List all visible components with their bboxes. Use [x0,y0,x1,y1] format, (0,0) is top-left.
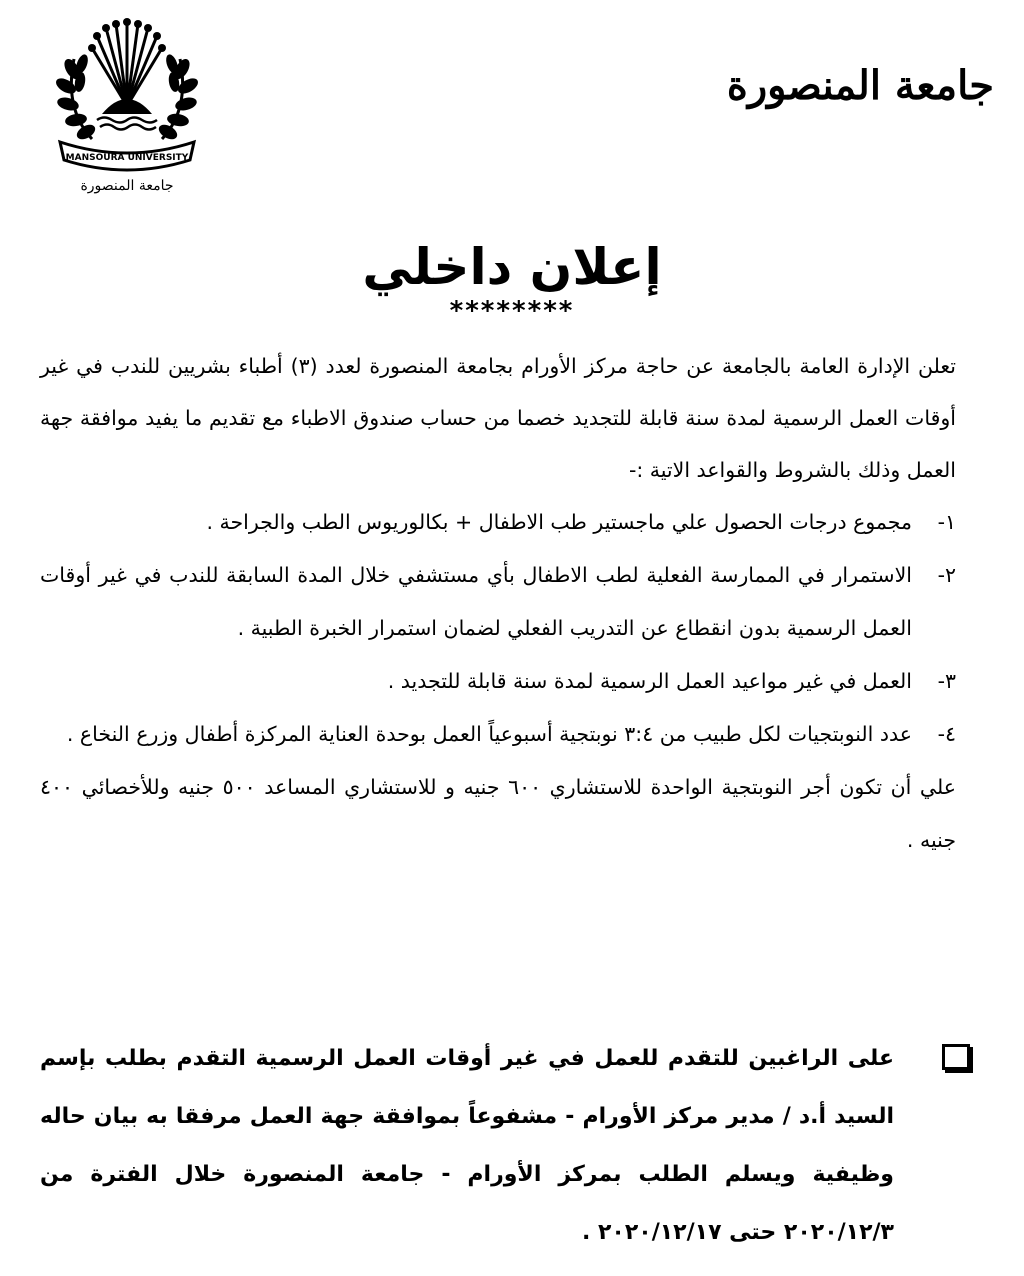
notice-text: على الراغبين للتقدم للعمل في غير أوقات العمل الرسمية التقدم بطلب بإسم السيد أ.د / مدير مركز الأورام - مشفوعاً بموافقة جهة العمل مرفقا به بيان حاله وظيفية ويسلم الطلب بمركز الأورام - جامعة المنصورة خلال الفترة من ٢٠٢٠/١٢/٣ حتى ٢٠٢٠/١٢/١٧ . [40,1046,894,1245]
logo-english-text: MANSOURA UNIVERSITY [65,153,189,163]
list-item [40,655,956,708]
conditions-list [40,496,956,761]
university-name: جامعة المنصورة [726,62,994,109]
logo-arabic-text: جامعة المنصورة [80,178,174,194]
condition-text: العمل في غير مواعيد العمل الرسمية لمدة سنة قابلة للتجديد . [387,669,912,693]
condition-number: ٣- [937,669,956,693]
condition-text: عدد النوبتجيات لكل طبيب من ٣:٤ نوبتجية أسبوعياً العمل بوحدة العناية المركزة أطفال وزرع النخاع . [66,722,912,746]
page-title: إعلان داخلي [362,238,662,296]
university-logo [52,14,202,200]
intro-paragraph: تعلن الإدارة العامة بالجامعة عن حاجة مركز الأورام بجامعة المنصورة لعدد (٣) أطباء بشريين للندب في غير أوقات العمل الرسمية لمدة سنة قابلة للتجديد خصما من حساب صندوق الاطباء مع تقديم ما يفيد موافقة جهة العمل وذلك بالشروط والقواعد الاتية :- [40,354,956,482]
announcement-body [40,340,956,867]
condition-number: ٢- [937,563,956,587]
title-separator: ******** [449,296,575,326]
university-seal-icon [52,14,202,200]
condition-text: الاستمرار في الممارسة الفعلية لطب الاطفال بأي مستشفي خلال المدة السابقة للندب في غير أوقات العمل الرسمية بدون انقطاع عن التدريب الفعلي لضمان استمرار الخبرة الطبية . [40,563,912,640]
condition-number: ٤- [937,722,956,746]
checkbox-bullet-icon [942,1044,970,1070]
list-item [40,549,956,655]
condition-text: مجموع درجات الحصول علي ماجستير طب الاطفال + بكالوريوس الطب والجراحة . [206,510,912,534]
list-item [40,708,956,761]
application-notice [40,1030,970,1262]
fees-paragraph: علي أن تكون أجر النوبتجية الواحدة للاستشاري ٦٠٠ جنيه و للاستشاري المساعد ٥٠٠ جنيه وللأخصائي ٤٠٠ جنيه . [40,775,957,852]
list-item [40,496,956,549]
condition-number: ١- [937,510,956,534]
